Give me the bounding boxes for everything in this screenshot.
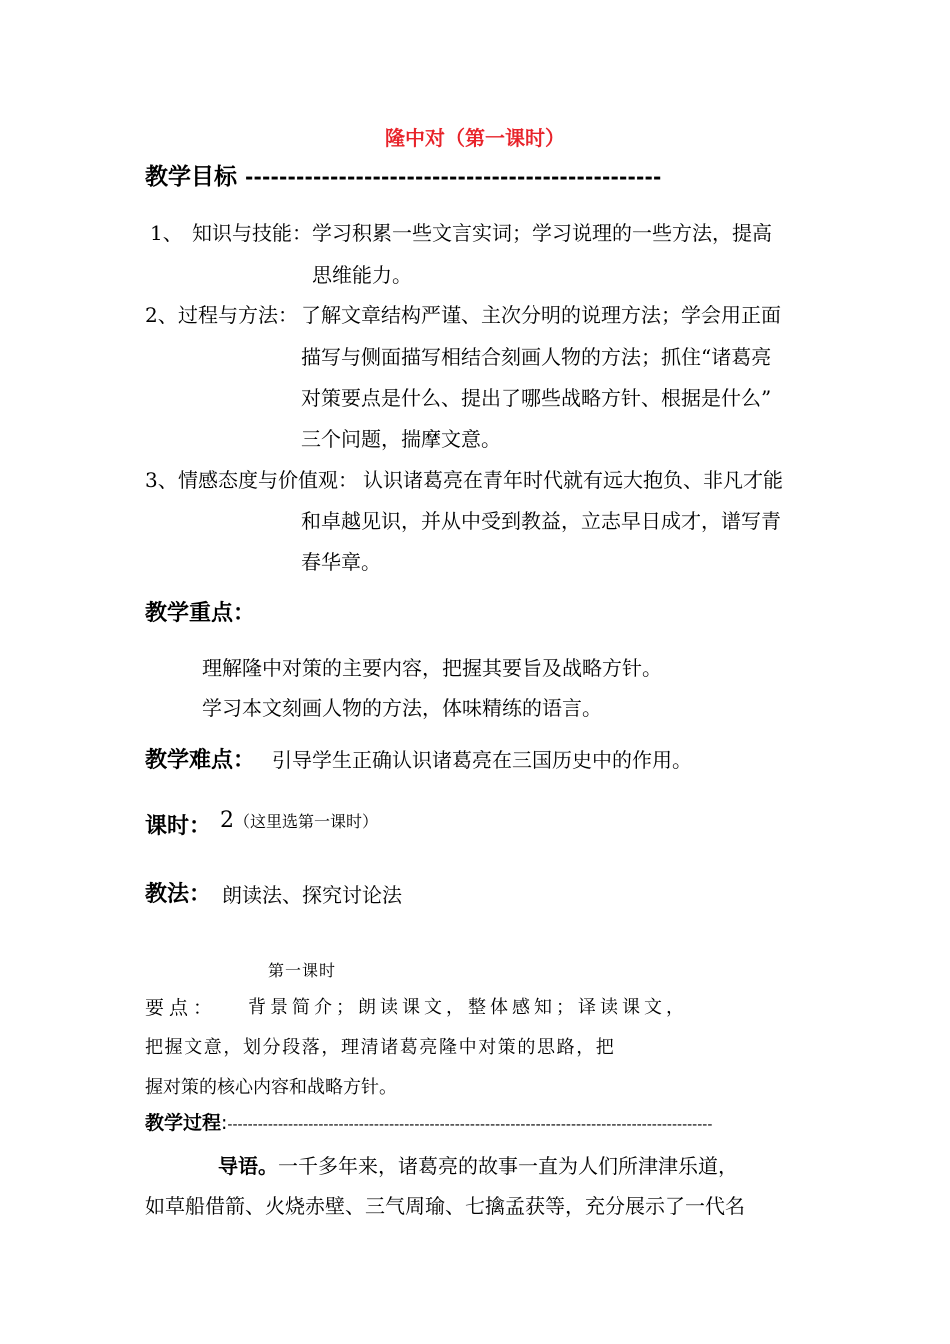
method-text: 朗读法、探究讨论法 xyxy=(222,883,402,907)
objective-3-label: 情感态度与价值观： xyxy=(178,468,358,492)
key-points-heading: 教学重点： xyxy=(145,601,256,626)
objectives-heading xyxy=(145,158,662,191)
objectives-heading-dashes: ------------------------------------------------- xyxy=(245,165,662,189)
objective-1-label: 知识与技能： xyxy=(192,221,312,245)
intro-line-1-text: 一千多年来，诸葛亮的故事一直为人们所津津乐道， xyxy=(278,1154,738,1178)
first-period-label: 要点： xyxy=(145,997,218,1019)
objective-2-line-1: 了解文章结构严谨、主次分明的说理方法；学会用正面 xyxy=(301,303,781,327)
objective-3-line-1: 认识诸葛亮在青年时代就有远大抱负、非凡才能 xyxy=(363,468,783,492)
objective-2-line-4: 三个问题，揣摩文意。 xyxy=(301,427,501,451)
objective-2-label: 过程与方法： xyxy=(178,303,298,327)
first-period-line-3: 握对策的核心内容和战略方针。 xyxy=(145,1077,397,1098)
process-heading-text: 教学过程 xyxy=(145,1112,222,1134)
first-period-title: 第一课时 xyxy=(268,961,337,980)
objective-1-line-2: 思维能力。 xyxy=(312,263,412,287)
first-period-line-1: 背景简介；朗读课文，整体感知；译读课文， xyxy=(248,997,688,1018)
key-point-2: 学习本文刻画人物的方法，体味精练的语言。 xyxy=(202,696,602,720)
intro-label: 导语。 xyxy=(218,1154,278,1178)
periods-note: （这里选第一课时） xyxy=(234,812,379,831)
process-heading xyxy=(145,1108,712,1135)
method-heading: 教法： xyxy=(145,882,212,907)
objective-3-marker: 3、 xyxy=(145,468,178,492)
process-heading-colon: : xyxy=(221,1112,228,1134)
periods-heading: 课时： xyxy=(145,814,212,839)
objective-2-line-3: 对策要点是什么、提出了哪些战略方针、根据是什么” xyxy=(301,386,772,410)
first-period-line-2: 把握文意，划分段落，理清诸葛亮隆中对策的思路，把 xyxy=(145,1037,616,1058)
objective-3-line-3: 春华章。 xyxy=(301,550,381,574)
key-point-1: 理解隆中对策的主要内容，把握其要旨及战略方针。 xyxy=(202,656,662,680)
periods-value xyxy=(220,808,378,833)
objective-2-line-2: 描写与侧面描写相结合刻画人物的方法；抓住“诸葛亮 xyxy=(301,345,772,369)
objectives-heading-text: 教学目标 xyxy=(145,164,237,190)
objective-3-line-2: 和卓越见识，并从中受到教益，立志早日成才，谱写青 xyxy=(301,509,781,533)
intro-line-1 xyxy=(218,1150,738,1179)
intro-line-2: 如草船借箭、火烧赤壁、三气周瑜、七擒孟获等，充分展示了一代名 xyxy=(145,1194,745,1218)
objective-2-marker: 2、 xyxy=(145,303,178,327)
objective-1-marker: 1、 xyxy=(150,221,183,245)
difficulty-text: 引导学生正确认识诸葛亮在三国历史中的作用。 xyxy=(272,748,692,772)
objective-1-line-1: 学习积累一些文言实词；学习说理的一些方法，提高 xyxy=(312,221,772,245)
process-heading-dashes: ------------------------------------------------------------------------------------------------ xyxy=(227,1117,713,1133)
periods-number: 2 xyxy=(220,808,234,833)
document-title: 隆中对（第一课时） xyxy=(385,126,565,150)
difficulty-heading: 教学难点： xyxy=(145,748,256,773)
